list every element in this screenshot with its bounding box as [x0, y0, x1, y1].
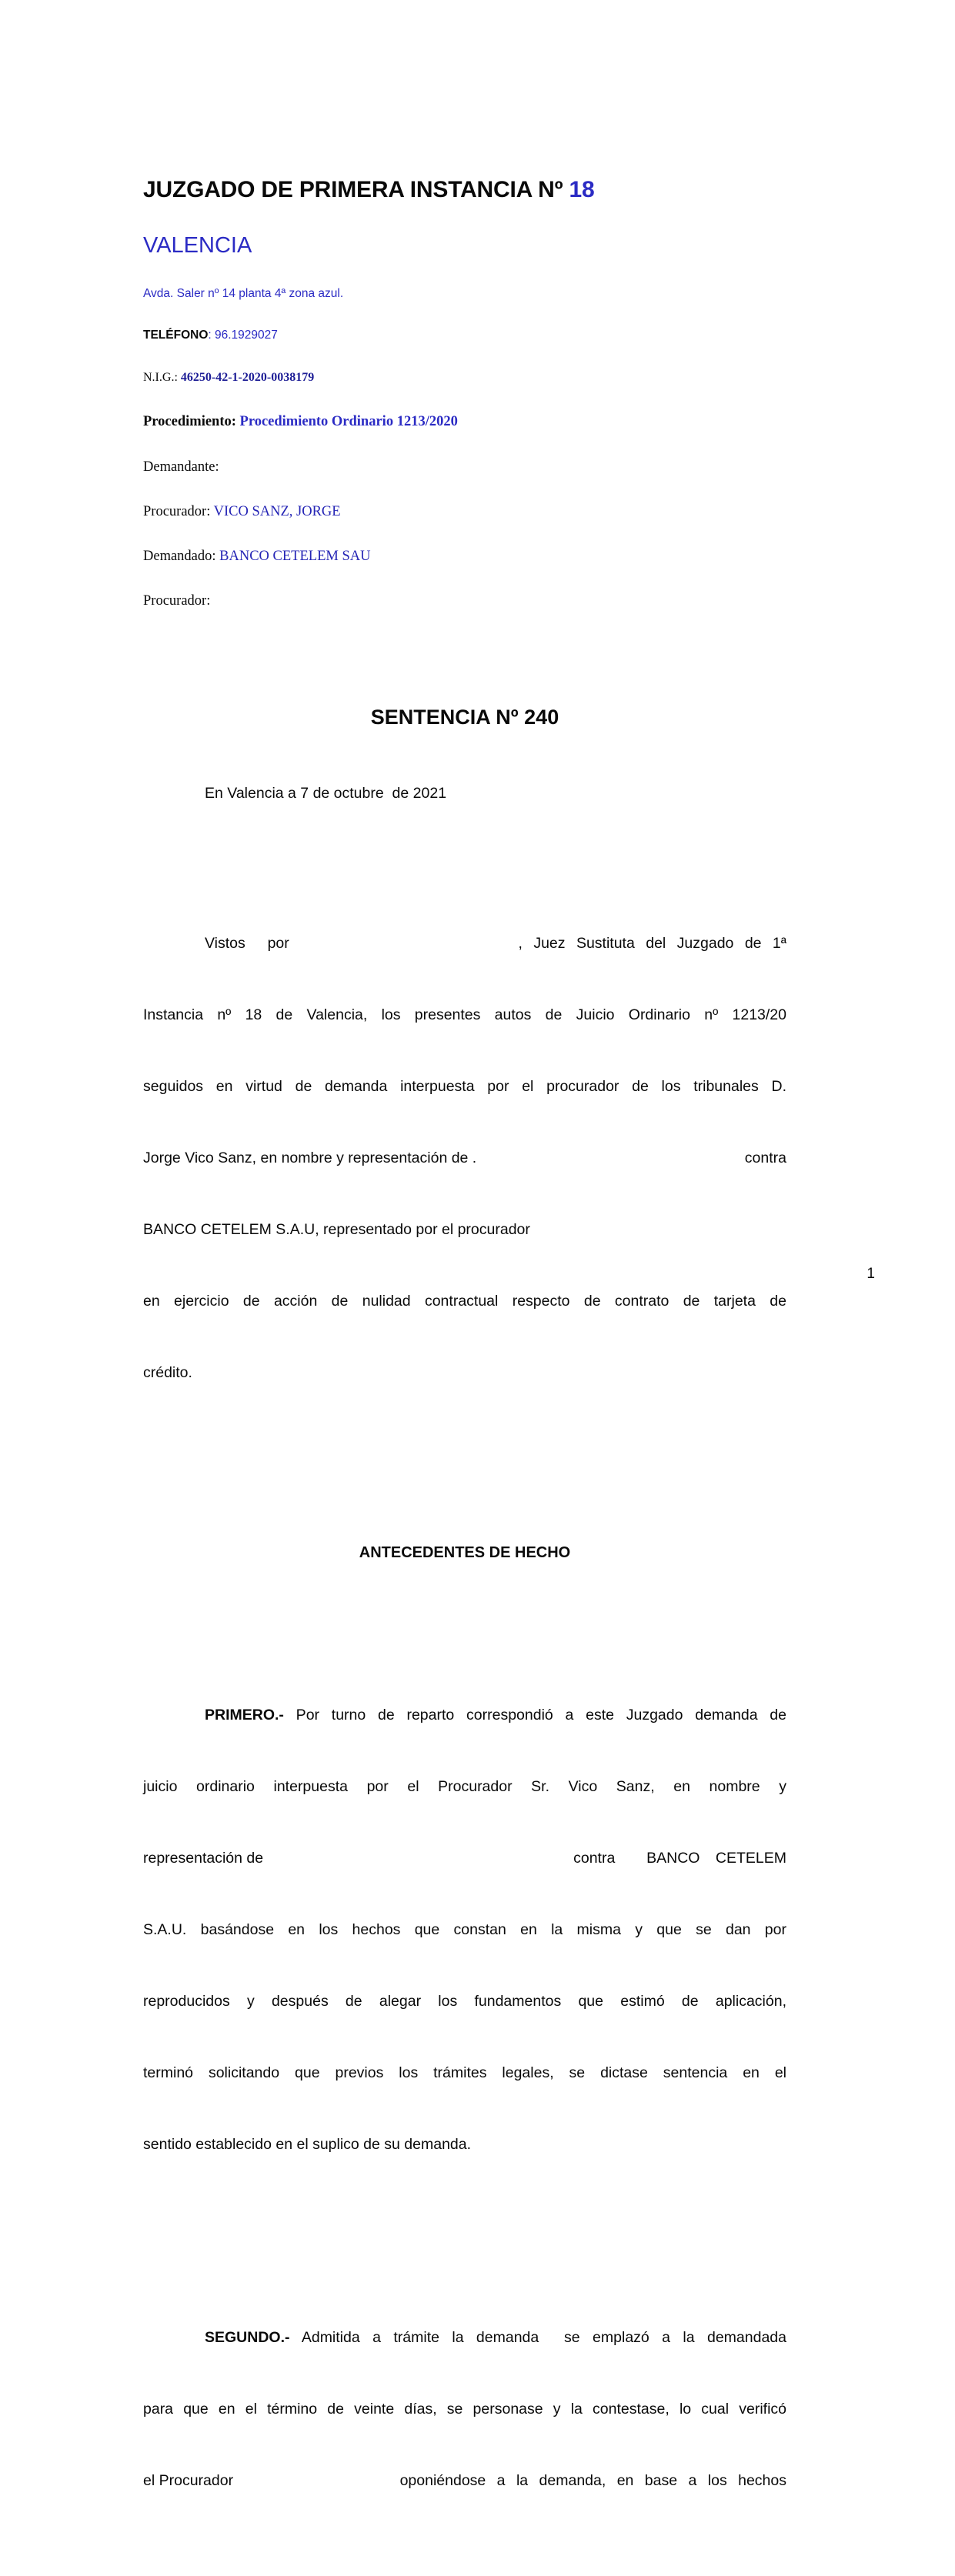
phone-label: TELÉFONO [143, 329, 209, 342]
vistos-line-1 [143, 926, 786, 962]
primero-line-1-rest: Por turno de reparto correspondió a este Juzgado demanda de [283, 1707, 786, 1723]
procurador-label: Procurador: [143, 504, 214, 519]
vistos-line-3: seguidos en virtud de demanda interpuesta por el procurador de los tribunales D. [143, 1078, 786, 1095]
court-name-prefix: JUZGADO DE PRIMERA INSTANCIA Nº [143, 177, 569, 202]
vistos-line-1-left: Vistos por [205, 935, 289, 952]
court-city: VALENCIA [143, 233, 252, 258]
primero-line-5: reproducidos y después de alegar los fundamentos que estimó de aplicación, [143, 1993, 786, 2010]
primero-line-6: terminó solicitando que previos los trámites legales, se dictase sentencia en el [143, 2064, 786, 2081]
segundo-line-3 [143, 2463, 786, 2499]
vistos-line-4 [143, 1140, 786, 1176]
primero-paragraph [143, 1662, 786, 2198]
court-phone [143, 329, 786, 342]
demandante-line: Demandante: [143, 459, 219, 475]
date-line: En Valencia a 7 de octubre de 2021 [205, 785, 447, 802]
vistos-line-7: crédito. [143, 1364, 192, 1381]
segundo-line-1 [143, 2320, 786, 2356]
segundo-label: SEGUNDO.- [205, 2329, 290, 2346]
segundo-line-3-left: el Procurador [143, 2472, 234, 2489]
primero-line-4: S.A.U. basándose en los hechos que constan en la misma y que se dan por [143, 1921, 786, 1938]
nig-value: 46250-42-1-2020-0038179 [180, 371, 315, 384]
vistos-line-2: Instancia nº 18 de Valencia, los presentes autos de Juicio Ordinario nº 1213/20 [143, 1006, 786, 1023]
primero-line-7: sentido establecido en el suplico de su demanda. [143, 2136, 472, 2153]
procedure-line [143, 412, 786, 431]
segundo-line-3-right: oponiéndose a la demanda, en base a los hechos [399, 2472, 786, 2489]
vistos-line-4-left: Jorge Vico Sanz, en nombre y representación de . [143, 1150, 477, 1166]
court-number: 18 [569, 177, 595, 202]
segundo-line-1-rest: Admitida a trámite la demanda se emplazó a la demandada [289, 2329, 786, 2346]
vistos-line-4-right: contra [744, 1150, 786, 1166]
demandado-value: BANCO CETELEM SAU [219, 549, 371, 564]
segundo-paragraph [143, 2284, 786, 2534]
nig-line [143, 370, 786, 385]
section-heading-antecedentes: ANTECEDENTES DE HECHO [359, 1544, 571, 1561]
procurador-value: VICO SANZ, JORGE [213, 504, 341, 519]
demandado-line [143, 548, 786, 565]
document-content [143, 120, 786, 2576]
demandado-label: Demandado: [143, 549, 220, 564]
primero-line-3 [143, 1840, 786, 1877]
procurador2-line: Procurador: [143, 593, 211, 609]
court-address: Avda. Saler nº 14 planta 4ª zona azul. [143, 287, 344, 300]
sentence-title: SENTENCIA Nº 240 [370, 706, 559, 729]
vistos-line-5: BANCO CETELEM S.A.U, representado por el procurador [143, 1221, 530, 1238]
procedure-label: Procedimiento: [143, 414, 240, 429]
phone-value: : 96.1929027 [208, 329, 278, 342]
page-number: 1 [867, 1266, 875, 1282]
court-name [143, 175, 786, 204]
vistos-line-1-right: , Juez Sustituta del Juzgado de 1ª [518, 935, 786, 952]
procurador-line [143, 503, 786, 520]
primero-line-1 [143, 1697, 786, 1733]
nig-label: N.I.G.: [143, 371, 181, 384]
primero-line-2: juicio ordinario interpuesta por el Procurador Sr. Vico Sanz, en nombre y [143, 1778, 786, 1795]
segundo-line-2: para que en el término de veinte días, se personase y la contestase, lo cual verificó [143, 2401, 786, 2418]
primero-line-3-right: contra BANCO CETELEM [573, 1850, 786, 1867]
vistos-line-6: en ejercicio de acción de nulidad contractual respecto de contrato de tarjeta de [143, 1293, 786, 1310]
vistos-paragraph [143, 890, 786, 1426]
primero-line-3-left: representación de [143, 1850, 264, 1867]
primero-label: PRIMERO.- [205, 1707, 284, 1723]
procedure-value: Procedimiento Ordinario 1213/2020 [239, 414, 458, 429]
